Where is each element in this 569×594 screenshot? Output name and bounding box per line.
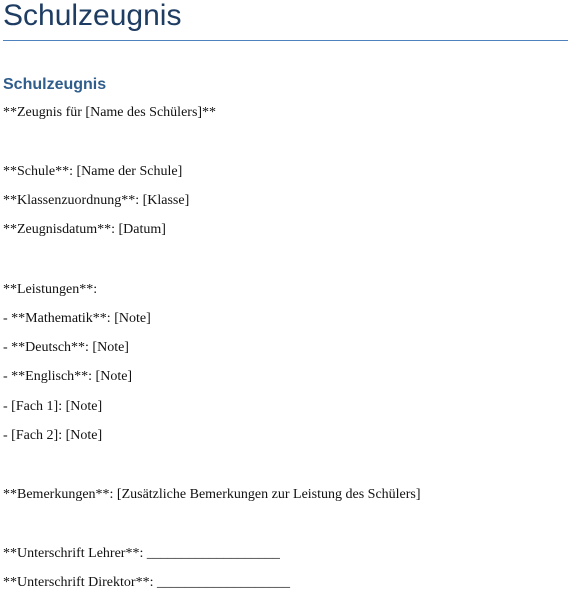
document-title: Schulzeugnis bbox=[3, 0, 182, 32]
teacher-signature-line: **Unterschrift Lehrer**: ___________________ bbox=[3, 546, 280, 561]
report-for-line: **Zeugnis für [Name des Schülers]** bbox=[3, 105, 217, 120]
grade-math-line: - **Mathematik**: [Note] bbox=[3, 311, 151, 326]
remarks-line: **Bemerkungen**: [Zusätzliche Bemerkungen zur Leistung des Schülers] bbox=[3, 487, 421, 502]
grade-subject-1-line: - [Fach 1]: [Note] bbox=[3, 399, 103, 414]
grade-english-line: - **Englisch**: [Note] bbox=[3, 369, 133, 384]
class-line: **Klassenzuordnung**: [Klasse] bbox=[3, 193, 190, 208]
grade-german-line: - **Deutsch**: [Note] bbox=[3, 340, 129, 355]
performance-heading-line: **Leistungen**: bbox=[3, 282, 98, 297]
school-line: **Schule**: [Name der Schule] bbox=[3, 164, 183, 179]
title-divider bbox=[3, 40, 568, 41]
grade-subject-2-line: - [Fach 2]: [Note] bbox=[3, 428, 103, 443]
report-date-line: **Zeugnisdatum**: [Datum] bbox=[3, 222, 166, 237]
principal-signature-line: **Unterschrift Direktor**: ___________________ bbox=[3, 575, 290, 590]
section-heading: Schulzeugnis bbox=[3, 76, 107, 93]
